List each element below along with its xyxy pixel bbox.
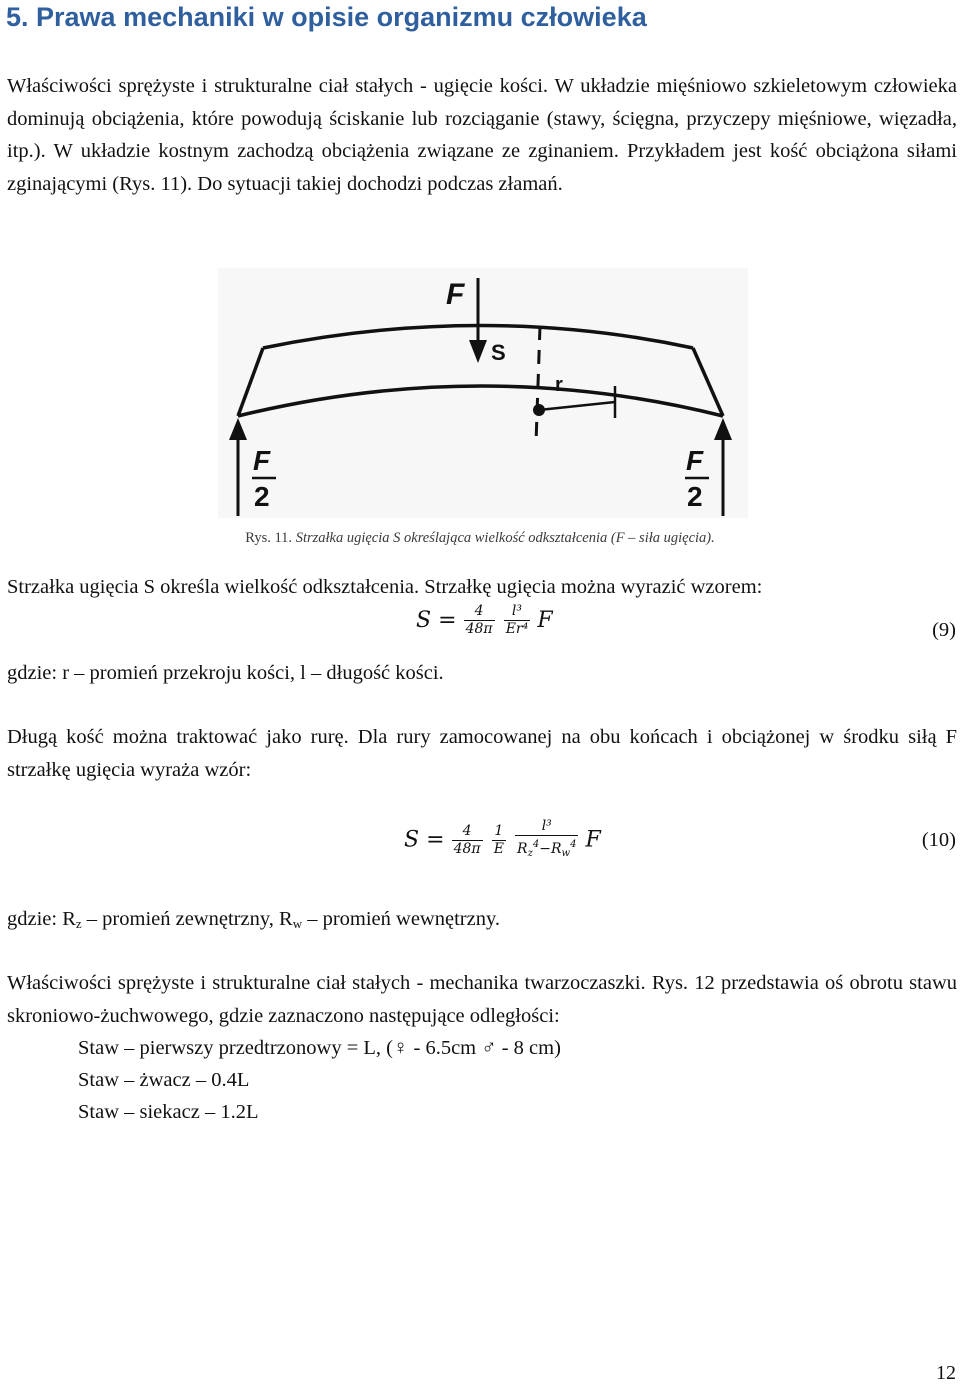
eq9-fraction-2: $\frac{\text{l³}}{\text{Er⁴}}$ <box>505 603 529 637</box>
equation-10-number: (10) <box>921 829 956 851</box>
caption-text: Strzałka ugięcia S określająca wielkość odkształcenia (F – siła ugięcia). <box>295 530 715 546</box>
deflection-text: Strzałka ugięcia S określa wielkość odkształcenia. Strzałkę ugięcia można wyrazić wzorem: <box>7 576 763 598</box>
eq10-fraction-3: $\frac{\text{l³}}{R_z^4-R_w^4}$ <box>515 818 578 862</box>
label-F: F <box>446 278 465 311</box>
eq10-rhs: F <box>585 827 601 853</box>
page-title: 5. Prawa mechaniki w opisie organizmu człowieka <box>6 2 647 32</box>
label-left-half-den: 2 <box>254 481 270 512</box>
figure-caption <box>0 530 960 547</box>
eq10-fraction-2: $\frac{1}{E}$ <box>493 822 504 857</box>
label-right-half-den: 2 <box>687 481 703 512</box>
eq9-rhs: F <box>537 608 553 633</box>
equation-9-number: (9) <box>932 619 956 641</box>
label-S: S <box>491 340 506 365</box>
label-left-half-num: F <box>253 445 271 476</box>
caption-prefix: Rys. 11. <box>245 530 293 546</box>
eq9-lhs: S = <box>416 608 457 633</box>
list-item: Staw – pierwszy przedtrzonowy = L, (♀ - 6.5cm ♂ - 8 cm) <box>78 1037 561 1059</box>
list-item: Staw – siekacz – 1.2L <box>78 1101 259 1123</box>
eq9-where: gdzie: r – promień przekroju kości, l – długość kości. <box>7 662 444 684</box>
figure-background <box>218 268 748 518</box>
page-number: 12 <box>936 1362 956 1384</box>
tube-paragraph: Długą kość można traktować jako rurę. Dla rury zamocowanej na obu końcach i obciążonej w środku siłą F strzałkę ugięcia wyraża wzór: <box>7 726 957 781</box>
bone-bending-figure <box>218 268 748 518</box>
equation-9 <box>416 603 553 638</box>
label-r: r <box>555 374 563 396</box>
jaw-paragraph: Właściwości sprężyste i strukturalne ciał stałych - mechanika twarzoczaszki. Rys. 12 przedstawia oś obrotu stawu skroniowo-żuchwowego, gdzie zaznaczono następujące odległości: <box>7 972 957 1027</box>
eq10-fraction-1: $\frac{4}{48\pi}$ <box>453 822 481 857</box>
list-item: Staw – żwacz – 0.4L <box>78 1069 250 1091</box>
eq10-lhs: S = <box>404 827 445 853</box>
eq10-where: gdzie: $R_z$ – promień zewnętrzny, $R_w$ – promień wewnętrzny. <box>7 908 500 931</box>
equation-10 <box>404 818 601 862</box>
eq9-fraction-1: $\frac{4}{48\pi}$ <box>465 603 493 637</box>
intro-paragraph: Właściwości sprężyste i strukturalne ciał stałych - ugięcie kości. W układzie mięśniowo szkieletowym człowieka dominują obciążenia, które powodują ściskanie lub rozciąganie (stawy, ścięgna, przyczepy mięśniowe, więzadła, itp.). W układzie kostnym zachodzą obciążenia związane ze zginaniem. Przykładem jest kość obciążona siłami zginającymi (Rys. 11). Do sytuacji takiej dochodzi podczas złamań. <box>7 75 957 195</box>
label-right-half-num: F <box>686 445 704 476</box>
